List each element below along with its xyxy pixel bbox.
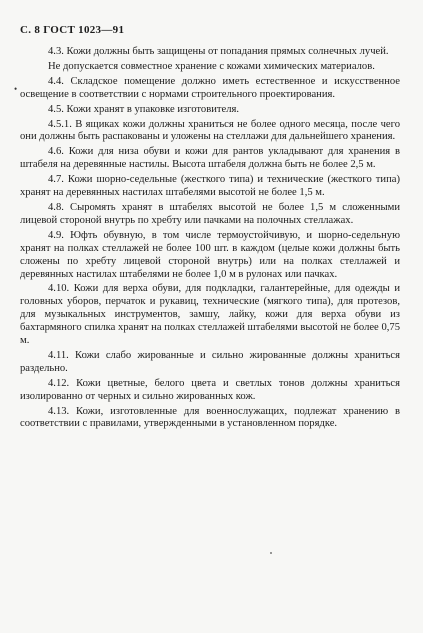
margin-mark: • <box>14 84 18 94</box>
paragraph-4-13: 4.13. Кожи, изготовленные для военнослужащих, подлежат хранению в соответствии с правилами, утвержденными в установленном порядке. <box>20 405 400 430</box>
paragraph-4-4: 4.4. Складское помещение должно иметь естественное и искусственное освещение в соответствии с нормами строительного проектирования. <box>20 75 400 100</box>
paragraph-4-5-1: 4.5.1. В ящиках кожи должны храниться не более одного месяца, после чего они должны быть распакованы и уложены на стеллажи для дальнейшего хранения. <box>20 118 400 143</box>
paragraph-4-11: 4.11. Кожи слабо жированные и сильно жированные должны храниться раздельно. <box>20 349 400 374</box>
paragraph-4-6: 4.6. Кожи для низа обуви и кожи для рантов укладывают для хранения в штабеля на деревянные настилы. Высота штабеля должна быть не более 2,5 м. <box>20 146 400 171</box>
paragraph-4-3-note: Не допускается совместное хранение с кожами химических материалов. <box>48 60 375 72</box>
paragraph-4-3: 4.3. Кожи должны быть защищены от попадания прямых солнечных лучей. <box>48 46 389 57</box>
paragraph-4-9: 4.9. Юфть обувную, в том числе термоустойчивую, и шорно-седельную хранят на полках стеллажей не более 100 шт. в каждом (целые кожи должны быть сложены по хребту лицевой стороной внутрь) или на полках стеллажей и деревянных настилах штабелями не более 1,0 м в рулонах или пачках. <box>20 229 400 280</box>
paragraph-4-5: 4.5. Кожи хранят в упаковке изготовителя. <box>48 103 240 115</box>
paragraph-4-12: 4.12. Кожи цветные, белого цвета и светлых тонов должны храниться изолированно от черных и сильно жированных кож. <box>20 377 400 402</box>
page-body <box>20 46 400 433</box>
paragraph-4-10: 4.10. Кожи для верха обуви, для подкладки, галантерейные, для одежды и головных уборов, перчаток и рукавиц, технические (мягкого типа), для протезов, для музыкальных инструментов, замшу, лайку, кожи для верха обуви из бахтармяного спилка хранят на полках стеллажей штабелями высотой не более 0,75 м. <box>20 283 400 347</box>
paragraph-4-8: 4.8. Сыромять хранят в штабелях высотой не более 1,5 м сложенными лицевой стороной внутрь по хребту или пачками на полочных стеллажах. <box>20 201 400 226</box>
paragraph-4-7: 4.7. Кожи шорно-седельные (жесткого типа) и технические (жесткого типа) хранят на деревянных настилах штабелями высотой не более 1,5 м. <box>20 174 400 199</box>
page-header: С. 8 ГОСТ 1023—91 <box>20 24 125 36</box>
scan-speck <box>270 552 272 554</box>
